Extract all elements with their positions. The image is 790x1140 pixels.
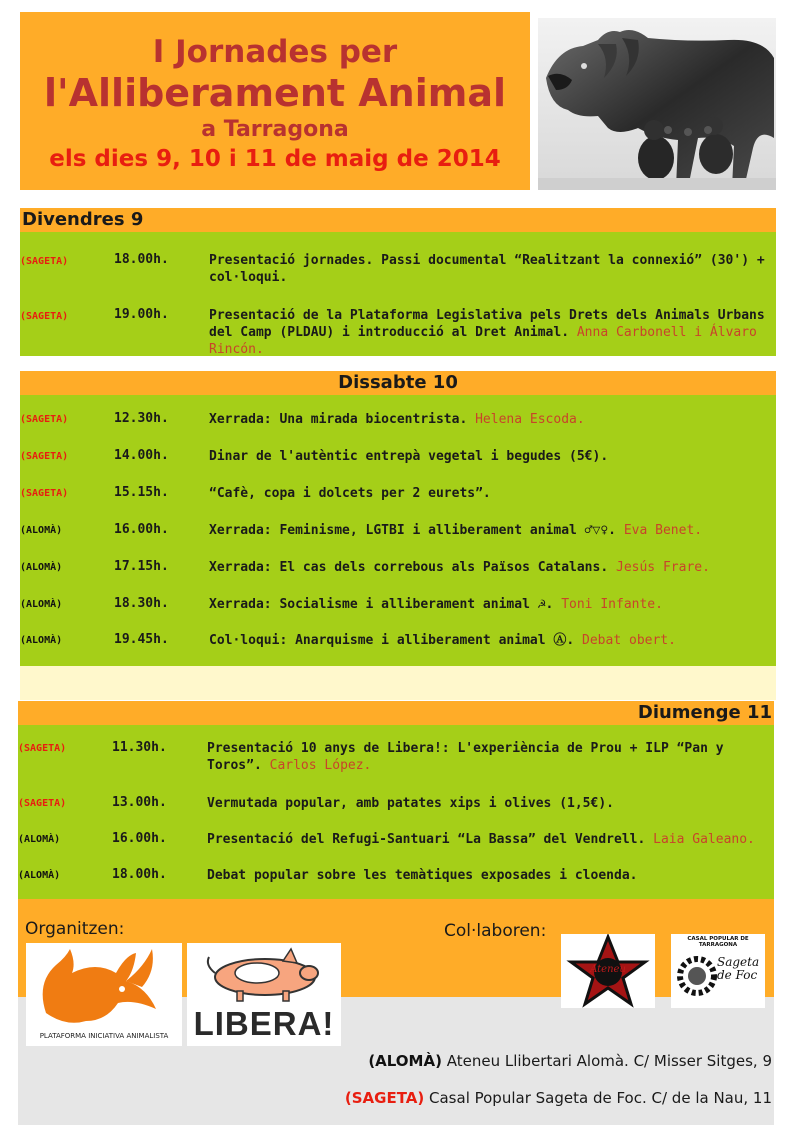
day-title: Diumenge 11 [637, 702, 772, 723]
event-time: 18.00h. [114, 252, 169, 267]
sageta-caption: Sageta de Foc [717, 955, 760, 982]
event-text: Presentació 10 anys de Libera!: L'experiència de Prou + ILP “Pan y Toros”. [207, 741, 724, 773]
title-line-1: I Jornades per [152, 34, 398, 70]
address-text: Ateneu Llibertari Alomà. C/ Misser Sitges, 9 [446, 1052, 772, 1070]
event-description [207, 831, 768, 848]
event-time: 16.00h. [114, 522, 169, 537]
fox-icon [26, 943, 182, 1046]
day-title: Divendres 9 [22, 209, 144, 230]
libera-logo [187, 943, 341, 1046]
speaker-name: Laia Galeano. [653, 832, 755, 847]
venue-tag: (SAGETA) [18, 798, 67, 809]
event-description [209, 252, 770, 286]
event-description [209, 596, 770, 613]
event-time: 12.30h. [114, 411, 169, 426]
event-time: 17.15h. [114, 559, 169, 574]
capitoline-wolf-photo [538, 18, 776, 190]
pia-logo [26, 943, 182, 1046]
venue-tag: (SAGETA) [20, 256, 69, 267]
libera-caption: LIBERA! [193, 1005, 335, 1042]
venue-tag: (SAGETA) [20, 311, 69, 322]
event-text: Dinar de l'autèntic entrepà vegetal i begudes (5€). [209, 449, 609, 464]
day-title: Dissabte 10 [338, 372, 458, 393]
event-time: 16.00h. [112, 831, 167, 846]
spacer-band [20, 666, 776, 700]
event-text: Xerrada: Socialisme i alliberament animal ☭. [209, 597, 554, 612]
event-description [207, 867, 768, 884]
event-description [209, 448, 770, 465]
day-schedule [20, 395, 776, 666]
event-time: 18.30h. [114, 596, 169, 611]
speaker-name: Carlos López. [269, 758, 372, 773]
event-description [209, 522, 770, 539]
event-text: Presentació de la Plataforma Legislativa pels Drets dels Animals Urbans del Camp (PLDAU) i introducció al Dret Animal. [209, 308, 765, 340]
speaker-name: Debat obert. [582, 633, 676, 648]
event-dates: els dies 9, 10 i 11 de maig de 2014 [49, 146, 501, 172]
event-text: “Cafè, copa i dolcets per 2 eurets”. [209, 486, 491, 501]
day-header [20, 371, 776, 395]
ateneu-caption: Ateneu [590, 964, 626, 975]
day-schedule [18, 725, 774, 899]
day-section-friday [20, 208, 776, 356]
speaker-name: Eva Benet. [623, 523, 703, 538]
event-text: Xerrada: Una mirada biocentrista. [209, 412, 468, 427]
address-text: Casal Popular Sageta de Foc. C/ de la Nau, 11 [429, 1089, 772, 1107]
speaker-name: Anna Carbonell i Álvaro Rincón. [209, 325, 757, 357]
venue-tag: (ALOMÀ) [20, 599, 63, 610]
event-description [209, 307, 770, 358]
speaker-name: Jesús Frare. [616, 560, 710, 575]
address-aloma [368, 1052, 772, 1070]
title-box [20, 12, 530, 190]
event-text: Vermutada popular, amb patates xips i olives (1,5€). [207, 796, 614, 811]
event-time: 15.15h. [114, 485, 169, 500]
venue-tag: (SAGETA) [20, 414, 69, 425]
event-text: Xerrada: Feminisme, LGTBI i alliberament animal ♂▽♀. [209, 523, 616, 538]
pig-icon [187, 943, 341, 1005]
event-description [209, 559, 770, 576]
sageta-logo [671, 934, 765, 1008]
gear-icon [675, 948, 719, 1004]
event-text: Col·loqui: Anarquisme i alliberament animal Ⓐ. [209, 633, 575, 648]
venue-tag: (ALOMÀ) [20, 635, 63, 646]
speaker-name: Helena Escoda. [475, 412, 585, 427]
event-time: 11.30h. [112, 740, 167, 755]
day-section-sunday [18, 701, 774, 899]
event-time: 13.00h. [112, 795, 167, 810]
event-text: Xerrada: El cas dels correbous als Països Catalans. [209, 560, 609, 575]
event-text: Debat popular sobre les temàtiques exposades i cloenda. [207, 868, 638, 883]
event-description [209, 485, 770, 502]
event-description [207, 795, 768, 812]
event-text: Presentació del Refugi-Santuari “La Bassa” del Vendrell. [207, 832, 646, 847]
event-description [209, 632, 770, 649]
speaker-name: Toni Infante. [561, 597, 663, 612]
venue-tag: (SAGETA) [20, 451, 69, 462]
event-text: Presentació jornades. Passi documental “Realitzant la connexió” (30') + col·loqui. [209, 253, 765, 285]
venue-tag: (ALOMÀ) [18, 870, 61, 881]
event-time: 19.00h. [114, 307, 169, 322]
day-header [18, 701, 774, 725]
organizers-label: Organitzen: [25, 919, 125, 939]
ateneu-logo [561, 934, 655, 1008]
title-line-2: l'Alliberament Animal [43, 71, 507, 115]
day-section-saturday [20, 371, 776, 666]
address-tag: (ALOMÀ) [368, 1052, 442, 1070]
event-time: 18.00h. [112, 867, 167, 882]
collaborators-label: Col·laboren: [444, 921, 547, 941]
event-description [209, 411, 770, 428]
venue-tag: (ALOMÀ) [20, 525, 63, 536]
venue-tag: (SAGETA) [18, 743, 67, 754]
event-time: 14.00h. [114, 448, 169, 463]
address-tag: (SAGETA) [344, 1089, 425, 1107]
venue-tag: (ALOMÀ) [20, 562, 63, 573]
day-header [20, 208, 776, 232]
title-line-3: a Tarragona [201, 117, 349, 142]
event-time: 19.45h. [114, 632, 169, 647]
pia-caption: PLATAFORMA INICIATIVA ANIMALISTA [39, 1032, 169, 1040]
address-sageta [345, 1089, 772, 1107]
venue-tag: (SAGETA) [20, 488, 69, 499]
venue-tag: (ALOMÀ) [18, 834, 61, 845]
sageta-caption-top: CASAL POPULAR DE TARRAGONA [687, 936, 749, 948]
day-schedule [20, 232, 776, 356]
event-description [207, 740, 768, 774]
